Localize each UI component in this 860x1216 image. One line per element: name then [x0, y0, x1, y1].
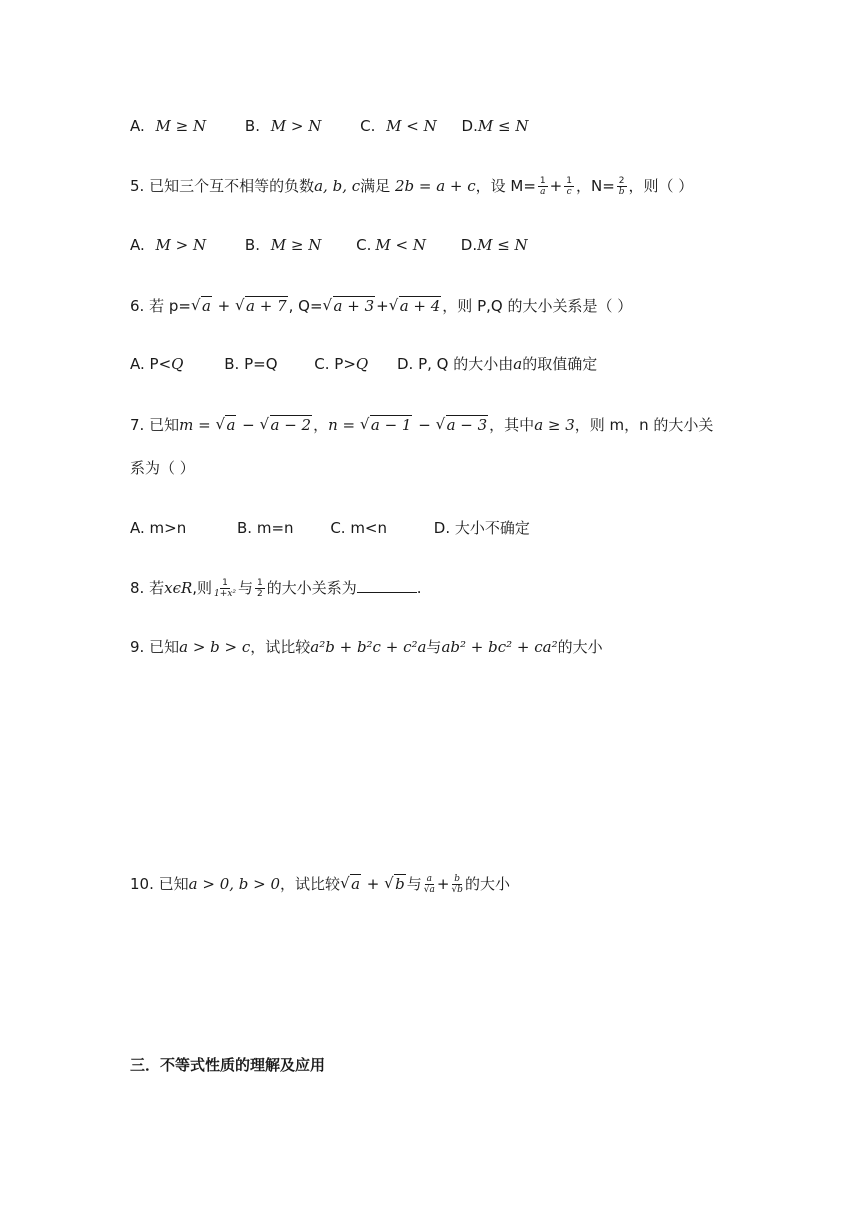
q7-radical: √ a − 1 [360, 415, 413, 435]
q6-radical: √ a + 3 [323, 296, 376, 316]
q6-option-c: C. P> [314, 355, 356, 373]
q7-text: ，则 m，n 的大小关 [574, 416, 714, 434]
q5-vars: a, b, c [314, 177, 361, 195]
section-heading: 三．不等式性质的理解及应用 [130, 1056, 326, 1074]
q6-text: , Q= [288, 297, 323, 315]
q6-option-a: A. P< [130, 355, 172, 373]
q6-radical: √ a + 4 [389, 296, 442, 316]
q7-radical: √ a [215, 415, 236, 435]
q5-text: 已知三个互不相等的负数 [149, 177, 315, 195]
q5-fraction: $\frac{1}{a}$ [539, 176, 546, 197]
q7-text: ，其中 [489, 416, 535, 434]
q4-option-a-label: A. [130, 117, 145, 135]
q7-text: 系为（ ） [130, 459, 195, 477]
q4-options [130, 116, 528, 136]
q6-radical: √ a [191, 296, 212, 316]
q7-minus: − [237, 416, 260, 434]
q5-fraction: $\frac{1}{c}$ [566, 176, 572, 197]
q4-option-d-value: M ≤ N [477, 117, 529, 135]
q5-number: 5. [130, 177, 145, 195]
q6-option-d: D. P, Q 的大小由 [397, 355, 514, 373]
q7-option-d: D. 大小不确定 [433, 519, 530, 537]
q4-option-b-label: B. [244, 117, 260, 135]
q9-text: 与 [426, 638, 442, 656]
q7-options [130, 518, 530, 538]
q10-plus: + [362, 875, 385, 893]
q4-option-a-value: M ≥ N [155, 117, 207, 135]
q8-text: . [416, 579, 422, 597]
q6-option-c-var: Q [355, 355, 369, 373]
q5-option-c-value: M < N [375, 236, 426, 254]
q5-text: 满足 [360, 177, 391, 195]
q7-condition: a ≥ 3 [534, 416, 575, 434]
q5-options [130, 235, 528, 255]
q9-text: ，试比较 [250, 638, 311, 656]
q5-text: ，设 M= [475, 177, 536, 195]
q6-text: ，则 P,Q 的大小关系是（ ） [442, 297, 633, 315]
q4-option-d-label: D. [461, 117, 478, 135]
question-10 [130, 874, 510, 895]
q4-option-b-value: M > N [270, 117, 322, 135]
q5-fraction: $\frac{2}{b}$ [618, 176, 625, 197]
q7-n: n = [328, 416, 360, 434]
q8-fraction: $\frac{1}{\text{1+x²}}$ [214, 578, 236, 599]
q10-text: 的大小 [464, 875, 510, 893]
q8-text: 与 [238, 579, 254, 597]
q10-condition: a > 0, b > 0 [188, 875, 281, 893]
q5-plus: + [549, 177, 563, 195]
question-7-continued [130, 458, 195, 478]
q9-condition: a > b > c [179, 638, 251, 656]
question-9 [130, 637, 603, 657]
q10-radical: √ a [340, 874, 361, 894]
q9-expression: ab² + bc² + ca² [441, 638, 558, 656]
q6-plus: + [376, 297, 389, 315]
q6-option-b: B. P=Q [224, 355, 278, 373]
q5-option-d-label: D. [460, 236, 478, 254]
q5-option-c-label: C. [356, 236, 372, 254]
q9-text: 的大小 [557, 638, 603, 656]
q5-equation: 2b = a + c [394, 177, 476, 195]
q7-option-b: B. m=n [237, 519, 294, 537]
q9-number: 9. [130, 638, 145, 656]
q6-radical: √ a + 7 [235, 296, 288, 316]
question-7 [130, 415, 713, 435]
q9-expression: a²b + b²c + c²a [310, 638, 427, 656]
q8-answer-blank[interactable] [357, 578, 417, 593]
q7-minus: − [413, 416, 436, 434]
question-6 [130, 296, 632, 316]
q4-option-c-value: M < N [386, 117, 437, 135]
q6-plus: + [212, 297, 236, 315]
q10-plus: + [436, 875, 450, 893]
q7-number: 7. [130, 416, 145, 434]
q10-fraction: $\frac{a}{√a}$ [423, 874, 435, 895]
question-5 [130, 176, 693, 197]
q7-sep: ， [313, 416, 329, 434]
q5-option-b-value: M ≥ N [270, 236, 322, 254]
q6-options [130, 354, 597, 374]
q9-text: 已知 [149, 638, 180, 656]
q7-option-c: C. m<n [330, 519, 388, 537]
q7-m: m = [179, 416, 216, 434]
q4-option-c-label: C. [360, 117, 376, 135]
q8-text: ,则 [192, 579, 213, 597]
q7-radical: √ a − 2 [260, 415, 313, 435]
q6-option-a-var: Q [171, 355, 184, 373]
q10-number: 10. [130, 875, 154, 893]
q5-text: ，N= [575, 177, 615, 195]
q5-option-b-label: B. [244, 236, 260, 254]
q10-radical: √ b [384, 874, 406, 894]
q8-fraction: $\frac{1}{2}$ [257, 578, 263, 599]
q8-condition: xϵR [164, 579, 193, 597]
q8-text: 的大小关系为 [266, 579, 357, 597]
q5-option-a-value: M > N [155, 236, 207, 254]
q7-text: 已知 [149, 416, 180, 434]
q10-text: 已知 [158, 875, 189, 893]
q10-text: ，试比较 [280, 875, 341, 893]
q7-option-a: A. m>n [130, 519, 187, 537]
q6-option-d-tail: 的取值确定 [522, 355, 598, 373]
question-8 [130, 578, 422, 599]
q5-option-a-label: A. [130, 236, 145, 254]
q10-text: 与 [406, 875, 422, 893]
q10-fraction: $\frac{b}{√b}$ [451, 874, 463, 895]
q5-option-d-value: M ≤ N [477, 236, 528, 254]
q6-option-d-var: a [513, 355, 523, 373]
q5-text: ，则（ ） [628, 177, 694, 195]
q6-number: 6. [130, 297, 145, 315]
q8-text: 若 [149, 579, 165, 597]
q6-text: 若 p= [149, 297, 191, 315]
q8-number: 8. [130, 579, 145, 597]
q7-radical: √ a − 3 [436, 415, 489, 435]
